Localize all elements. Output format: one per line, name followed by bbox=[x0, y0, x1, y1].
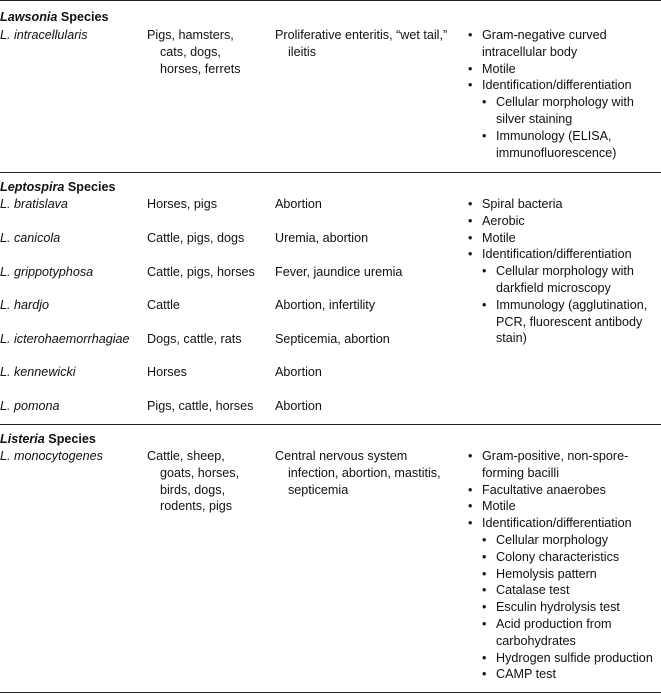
bullet-item: • Motile bbox=[466, 230, 647, 247]
disease-cell bbox=[275, 196, 322, 213]
sub-bullet-item: stain) bbox=[496, 331, 527, 346]
host-line: birds, dogs, bbox=[160, 482, 226, 497]
bullet-item: • Motile bbox=[466, 498, 653, 515]
species-name: L. bratislava bbox=[0, 197, 68, 211]
species-name: L. kennewicki bbox=[0, 365, 76, 379]
host-line: Cattle, sheep, bbox=[147, 449, 225, 463]
species-name: L. pomona bbox=[0, 399, 60, 413]
host-line: cats, dogs, bbox=[160, 44, 221, 59]
sub-bullet-item: carbohydrates bbox=[496, 633, 576, 648]
genus-heading bbox=[0, 9, 109, 26]
host-cell bbox=[147, 264, 255, 281]
disease-line: Abortion, infertility bbox=[275, 298, 376, 312]
disease-line: infection, abortion, mastitis, bbox=[288, 465, 441, 480]
host-line: Cattle, pigs, dogs bbox=[147, 231, 245, 245]
species-name: L. icterohaemorrhagiae bbox=[0, 332, 130, 346]
bullet-item: • Identification/differentiation bbox=[466, 246, 647, 263]
species-name: L. intracellularis bbox=[0, 28, 88, 42]
disease-line: Abortion bbox=[275, 399, 322, 413]
sub-bullet-item: • Immunology (ELISA, bbox=[466, 128, 634, 145]
disease-cell bbox=[275, 448, 441, 498]
host-cell bbox=[147, 331, 242, 348]
disease-line: Septicemia, abortion bbox=[275, 332, 390, 346]
host-line: Cattle bbox=[147, 298, 180, 312]
host-line: goats, horses, bbox=[160, 465, 240, 480]
bullet-item: • Gram-negative curved bbox=[466, 27, 634, 44]
host-line: Pigs, cattle, horses bbox=[147, 399, 254, 413]
host-cell bbox=[147, 297, 180, 314]
disease-line: Abortion bbox=[275, 365, 322, 379]
bullet-item: • Motile bbox=[466, 61, 634, 78]
disease-line: ileitis bbox=[288, 44, 316, 59]
bullet-item: • Facultative anaerobes bbox=[466, 482, 653, 499]
disease-cell bbox=[275, 398, 322, 415]
genus-heading bbox=[0, 431, 96, 448]
disease-cell bbox=[275, 27, 447, 61]
disease-line: Fever, jaundice uremia bbox=[275, 265, 403, 279]
host-cell bbox=[147, 27, 241, 77]
host-line: Horses, pigs bbox=[147, 197, 217, 211]
host-cell bbox=[147, 196, 217, 213]
disease-cell bbox=[275, 331, 390, 348]
top-rule bbox=[0, 0, 661, 1]
genus-name: Listeria bbox=[0, 432, 45, 446]
host-cell bbox=[147, 398, 253, 415]
species-name: L. monocytogenes bbox=[0, 449, 103, 463]
disease-line: Central nervous system bbox=[275, 449, 408, 463]
bullet-item: • Aerobic bbox=[466, 213, 647, 230]
section-divider bbox=[0, 424, 661, 425]
species-name: L. grippotyphosa bbox=[0, 265, 94, 279]
sub-bullet-item: • Acid production from bbox=[466, 616, 653, 633]
sub-bullet-item: darkfield microscopy bbox=[496, 280, 611, 295]
disease-line: Proliferative enteritis, “wet tail,” bbox=[275, 28, 448, 42]
host-line: Cattle, pigs, horses bbox=[147, 265, 255, 279]
disease-cell bbox=[275, 297, 375, 314]
bullet-item: • Identification/differentiation bbox=[466, 515, 653, 532]
characteristics-list bbox=[466, 448, 653, 683]
sub-bullet-item: PCR, fluorescent antibody bbox=[496, 314, 643, 329]
sub-bullet-item: • Catalase test bbox=[466, 582, 653, 599]
sub-bullet-item: • Cellular morphology with bbox=[466, 263, 647, 280]
host-cell bbox=[147, 230, 244, 247]
disease-line: septicemia bbox=[288, 482, 349, 497]
bullet-item: • Identification/differentiation bbox=[466, 77, 634, 94]
sub-bullet-item: • Esculin hydrolysis test bbox=[466, 599, 653, 616]
characteristics-list bbox=[466, 27, 634, 161]
genus-heading bbox=[0, 179, 116, 196]
sub-bullet-item: immunofluorescence) bbox=[496, 145, 617, 160]
species-name: L. canicola bbox=[0, 231, 61, 245]
sub-bullet-item: • Colony characteristics bbox=[466, 549, 653, 566]
genus-suffix: Species bbox=[57, 10, 109, 24]
disease-cell bbox=[275, 230, 368, 247]
sub-bullet-item: • CAMP test bbox=[466, 666, 653, 683]
sub-bullet-item: • Hemolysis pattern bbox=[466, 566, 653, 583]
disease-cell bbox=[275, 264, 402, 281]
sub-bullet-item: • Hydrogen sulfide production bbox=[466, 650, 653, 667]
bottom-rule bbox=[0, 692, 661, 693]
host-line: horses, ferrets bbox=[160, 61, 241, 76]
sub-bullet-item: • Cellular morphology bbox=[466, 532, 653, 549]
sub-bullet-item: • Immunology (agglutination, bbox=[466, 297, 647, 314]
host-line: Pigs, hamsters, bbox=[147, 28, 234, 42]
genus-name: Leptospira bbox=[0, 180, 65, 194]
sub-bullet-item: • Cellular morphology with bbox=[466, 94, 634, 111]
genus-suffix: Species bbox=[44, 432, 96, 446]
bullet-item: intracellular body bbox=[482, 44, 578, 59]
host-cell bbox=[147, 364, 187, 381]
host-line: Horses bbox=[147, 365, 187, 379]
sub-bullet-item: silver staining bbox=[496, 111, 573, 126]
bullet-item: • Spiral bacteria bbox=[466, 196, 647, 213]
bullet-item: forming bacilli bbox=[482, 465, 559, 480]
host-cell bbox=[147, 448, 239, 515]
characteristics-list bbox=[466, 196, 647, 347]
disease-line: Uremia, abortion bbox=[275, 231, 369, 245]
species-name: L. hardjo bbox=[0, 298, 50, 312]
bullet-item: • Gram-positive, non-spore- bbox=[466, 448, 653, 465]
disease-cell bbox=[275, 364, 322, 381]
disease-line: Abortion bbox=[275, 197, 322, 211]
host-line: rodents, pigs bbox=[160, 499, 233, 514]
genus-suffix: Species bbox=[64, 180, 116, 194]
genus-name: Lawsonia bbox=[0, 10, 58, 24]
section-divider bbox=[0, 172, 661, 173]
host-line: Dogs, cattle, rats bbox=[147, 332, 242, 346]
